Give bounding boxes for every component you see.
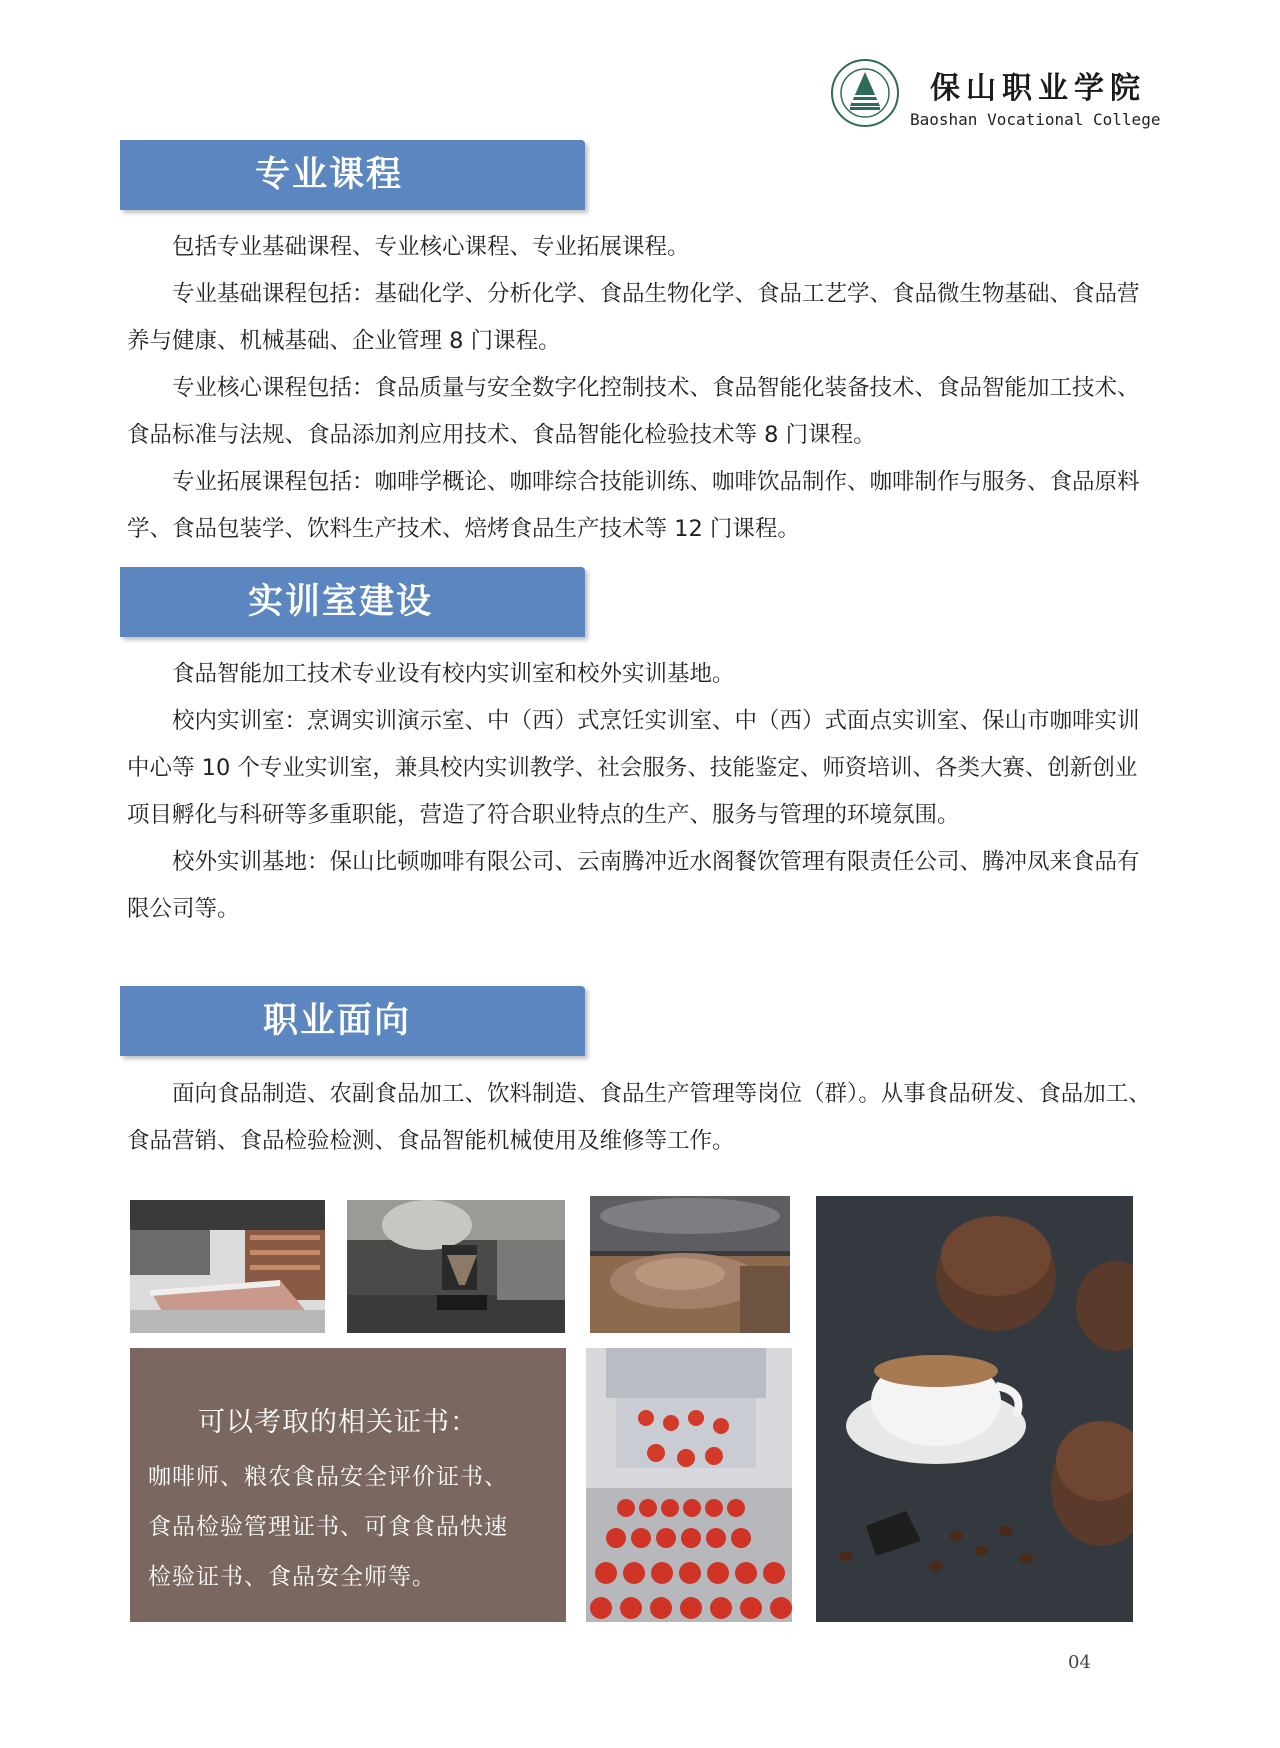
coffee-brewing-photo bbox=[347, 1200, 565, 1333]
college-name-en: Baoshan Vocational College bbox=[910, 110, 1161, 129]
section-title-career bbox=[120, 986, 585, 1056]
coffee-beans-roasting-photo bbox=[590, 1196, 790, 1333]
paragraph: 面向食品制造、农副食品加工、饮料制造、食品生产管理等岗位（群）。从事食品研发、食品加工、食品营销、食品检验检测、食品智能机械使用及维修等工作。 bbox=[127, 1081, 1151, 1154]
training-room-photo bbox=[130, 1200, 325, 1333]
college-emblem-icon bbox=[830, 58, 900, 128]
section-title-text: 职业面向 bbox=[263, 1001, 412, 1041]
certificates-line: 食品检验管理证书、可食食品快速 bbox=[148, 1514, 508, 1540]
section-title-courses bbox=[120, 140, 585, 210]
page-number: 04 bbox=[1068, 1652, 1091, 1673]
paragraph: 专业核心课程包括：食品质量与安全数字化控制技术、食品智能化装备技术、食品智能加工技术、食品标准与法规、食品添加剂应用技术、食品智能化检验技术等 8 门课程。 bbox=[127, 375, 1140, 448]
tomato-processing-line-photo bbox=[586, 1348, 792, 1622]
certificates-line: 检验证书、食品安全师等。 bbox=[148, 1564, 436, 1590]
paragraph: 校内实训室：烹调实训演示室、中（西）式烹饪实训室、中（西）式面点实训室、保山市咖啡实训中心等 10 个专业实训室，兼具校内实训教学、社会服务、技能鉴定、师资培训、各类大赛、创新创业项目孵化与科研等多重职能，营造了符合职业特点的生产、服务与管理的环境氛围。 bbox=[127, 708, 1140, 828]
paragraph: 专业基础课程包括：基础化学、分析化学、食品生物化学、食品工艺学、食品微生物基础、食品营养与健康、机械基础、企业管理 8 门课程。 bbox=[127, 281, 1140, 354]
paragraph: 专业拓展课程包括：咖啡学概论、咖啡综合技能训练、咖啡饮品制作、咖啡制作与服务、食品原料学、食品包装学、饮料生产技术、焙烤食品生产技术等 12 门课程。 bbox=[127, 469, 1140, 542]
page-header bbox=[830, 55, 1250, 135]
certificates-box bbox=[130, 1348, 566, 1622]
certificates-line: 咖啡师、粮农食品安全评价证书、 bbox=[148, 1464, 508, 1490]
courses-body bbox=[127, 224, 1157, 553]
paragraph: 校外实训基地：保山比顿咖啡有限公司、云南腾冲近水阁餐饮管理有限责任公司、腾冲凤来食品有限公司等。 bbox=[127, 849, 1140, 922]
career-body bbox=[127, 1071, 1157, 1165]
certificates-title: 可以考取的相关证书： bbox=[198, 1407, 478, 1438]
section-title-text: 实训室建设 bbox=[248, 582, 434, 622]
paragraph: 包括专业基础课程、专业核心课程、专业拓展课程。 bbox=[172, 234, 690, 260]
coffee-cup-muffins-photo bbox=[816, 1196, 1133, 1622]
training-body bbox=[127, 651, 1157, 933]
section-title-training bbox=[120, 567, 585, 637]
section-title-text: 专业课程 bbox=[255, 155, 404, 195]
paragraph: 食品智能加工技术专业设有校内实训室和校外实训基地。 bbox=[172, 661, 735, 687]
college-name-cn: 保山职业学院 bbox=[930, 71, 1146, 106]
